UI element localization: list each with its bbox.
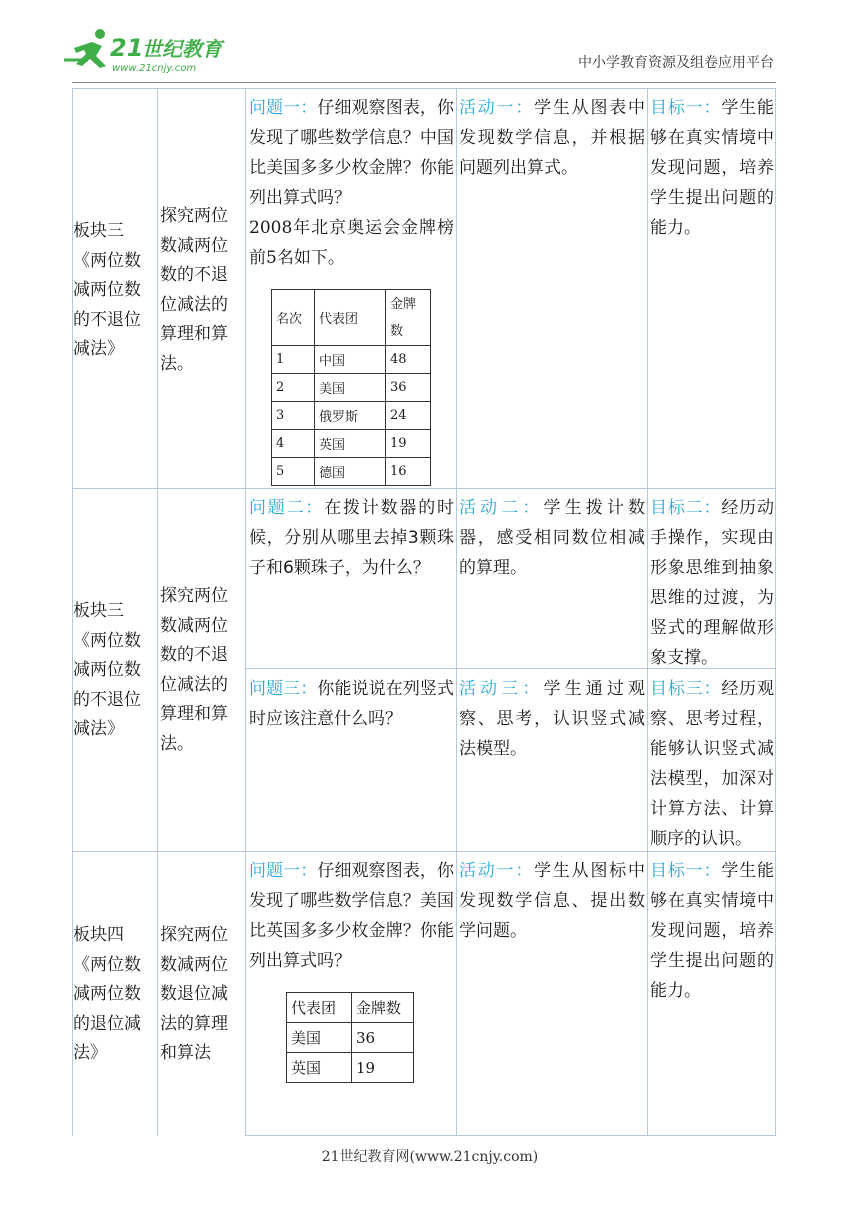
table-cell: 中国 — [315, 346, 386, 374]
activity-text: 学生从图标中发现数学信息、提出数学问题。 — [459, 861, 646, 941]
question-text: 仔细观察图表，你发现了哪些数学信息？美国比英国多多少枚金牌？你能列出算式吗？ — [249, 861, 455, 971]
question-cell — [249, 493, 454, 583]
question-text: 在拨计数器的时候，分别从哪里去掉3颗珠子和6颗珠子，为什么？ — [249, 498, 455, 578]
table-cell: 19 — [386, 430, 431, 458]
activity-text: 学生通过观察、思考，认识竖式减法模型。 — [459, 679, 645, 759]
activity-label: 活动三： — [459, 679, 544, 699]
table-cell: 美国 — [287, 1023, 352, 1053]
activity-cell — [459, 93, 645, 183]
table-cell: 3 — [272, 402, 315, 430]
table-cell: 2 — [272, 374, 315, 402]
goal-label: 目标二： — [650, 498, 722, 518]
table-row — [272, 430, 431, 458]
goal-cell — [650, 856, 774, 1006]
goal-label: 目标一： — [650, 98, 722, 118]
content-cell: 探究两位数减两位数的不退位减法的算理和算法。 — [160, 586, 228, 754]
medal-table — [271, 289, 431, 486]
question-label: 问题一： — [249, 98, 318, 118]
table-header-row — [272, 290, 431, 346]
table-cell: 36 — [386, 374, 431, 402]
table-cell: 英国 — [315, 430, 386, 458]
platform-title: 中小学教育资源及组卷应用平台 — [578, 55, 774, 71]
svg-text:www.21cnjy.com: www.21cnjy.com — [112, 63, 197, 74]
activity-cell — [459, 674, 645, 764]
question-text: 你能说说在列竖式时应该注意什么吗？ — [249, 679, 455, 729]
activity-text: 学生拨计数器，感受相同数位相减的算理。 — [459, 498, 645, 578]
svg-text:21: 21 — [110, 34, 144, 62]
activity-label: 活动一： — [459, 861, 535, 881]
content-cell: 探究两位数减两位数的不退位减法的算理和算法。 — [160, 206, 228, 374]
medal-table — [286, 992, 414, 1083]
table-cell: 俄罗斯 — [315, 402, 386, 430]
goal-text: 经历观察、思考过程，能够认识竖式减法模型，加深对计算方法、计算顺序的认识。 — [650, 679, 775, 849]
question-note: 2008年北京奥运会金牌榜前5名如下。 — [249, 218, 454, 268]
table-row — [272, 458, 431, 486]
question-label: 问题一： — [249, 861, 318, 881]
table-cell: 5 — [272, 458, 315, 486]
goal-cell — [650, 493, 774, 673]
table-cell: 36 — [352, 1023, 414, 1053]
question-cell — [249, 93, 454, 273]
question-cell — [249, 856, 454, 976]
header-divider — [72, 82, 776, 83]
table-header-cell: 代表团 — [315, 290, 386, 346]
goal-label: 目标三： — [650, 679, 722, 699]
table-cell: 1 — [272, 346, 315, 374]
goal-cell — [650, 93, 774, 243]
table-cell: 19 — [352, 1053, 414, 1083]
goal-text: 学生能够在真实情境中发现问题，培养学生提出问题的能力。 — [650, 861, 775, 1001]
goal-cell — [650, 674, 774, 854]
table-cell: 24 — [386, 402, 431, 430]
table-cell: 48 — [386, 346, 431, 374]
table-row — [272, 402, 431, 430]
goal-label: 目标一： — [650, 861, 722, 881]
table-cell: 美国 — [315, 374, 386, 402]
module-cell: 板块三《两位数减两位数的不退位减法》 — [73, 601, 141, 739]
table-header-cell: 金牌数 — [386, 290, 431, 346]
table-cell: 16 — [386, 458, 431, 486]
table-cell: 德国 — [315, 458, 386, 486]
table-header-cell: 名次 — [272, 290, 315, 346]
activity-text: 学生从图表中发现数学信息，并根据问题列出算式。 — [459, 98, 646, 178]
runner-icon — [64, 29, 106, 68]
question-text: 仔细观察图表，你发现了哪些数学信息？中国比美国多多少枚金牌？你能列出算式吗？ — [249, 98, 455, 208]
svg-text:世纪教育: 世纪教育 — [142, 37, 222, 61]
module-cell: 板块三《两位数减两位数的不退位减法》 — [73, 221, 141, 359]
table-header-cell: 代表团 — [287, 993, 352, 1023]
table-header-cell: 金牌数 — [352, 993, 414, 1023]
content-cell: 探究两位数减两位数退位减法的算理和算法 — [160, 925, 228, 1063]
table-header-row — [287, 993, 414, 1023]
page-footer: 21世纪教育网(www.21cnjy.com) — [321, 1149, 539, 1165]
activity-label: 活动一： — [459, 98, 535, 118]
question-label: 问题二： — [249, 498, 325, 518]
table-row — [272, 346, 431, 374]
activity-cell — [459, 856, 645, 946]
table-row — [272, 374, 431, 402]
table-cell: 英国 — [287, 1053, 352, 1083]
goal-text: 学生能够在真实情境中发现问题，培养学生提出问题的能力。 — [650, 98, 775, 238]
question-label: 问题三： — [249, 679, 318, 699]
module-cell: 板块四《两位数减两位数的退位减法》 — [73, 925, 141, 1063]
site-logo — [62, 26, 232, 76]
goal-text: 经历动手操作，实现由形象思维到抽象思维的过渡，为竖式的理解做形象支撑。 — [650, 498, 775, 668]
table-cell: 4 — [272, 430, 315, 458]
activity-cell — [459, 493, 645, 583]
activity-label: 活动二： — [459, 498, 544, 518]
table-row — [287, 1053, 414, 1083]
question-cell — [249, 674, 454, 734]
table-row — [287, 1023, 414, 1053]
